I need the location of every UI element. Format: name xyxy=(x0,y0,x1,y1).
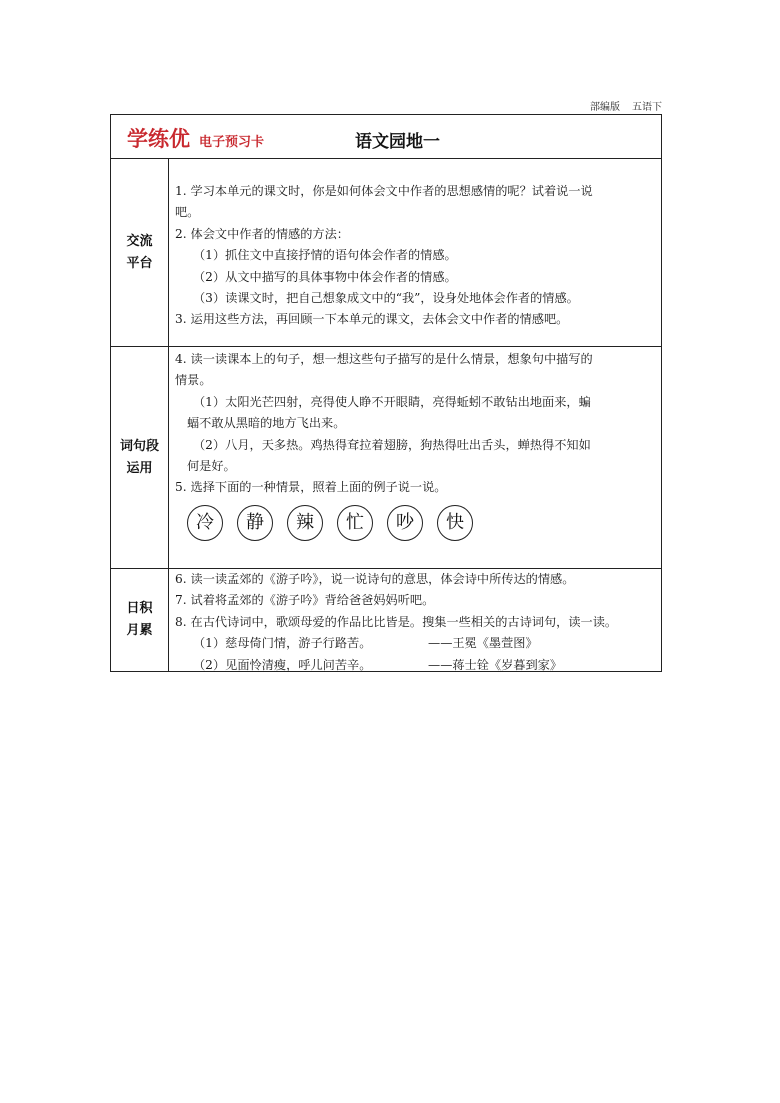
poem-source: ——蒋士铨《岁暮到家》 xyxy=(428,657,563,672)
grade-label: 五语下 xyxy=(632,102,662,113)
text-line: 情景。 xyxy=(175,373,212,388)
text-line: 4. 读一读课本上的句子，想一想这些句子描写的是什么情景，想象句中描写的 xyxy=(175,352,593,366)
text-line: 蝠不敢从黑暗的地方飞出来。 xyxy=(187,416,346,431)
card-header xyxy=(111,115,661,159)
text-line: （1）太阳光芒四射，亮得使人睁不开眼睛，亮得蚯蚓不敢钻出地面来，蝙 xyxy=(193,394,591,409)
section-accumulation xyxy=(111,569,661,671)
poem-row xyxy=(175,633,655,654)
section-content xyxy=(175,349,655,541)
text-line: （2）从文中描写的具体事物中体会作者的情感。 xyxy=(193,269,457,284)
section-sentence-use xyxy=(111,347,661,569)
text-line: 5. 选择下面的一种情景，照着上面的例子说一说。 xyxy=(175,480,447,495)
section-content xyxy=(175,181,655,331)
text-line: 3. 运用这些方法，再回顾一下本单元的课文，去体会文中作者的情感吧。 xyxy=(175,312,569,327)
section-label: 交流 平台 xyxy=(126,233,153,271)
scene-char-spicy: 辣 xyxy=(287,505,323,541)
edition-label: 部编版 xyxy=(590,102,620,113)
section-content xyxy=(175,569,655,676)
scene-char-happy: 快 xyxy=(437,505,473,541)
text-line: 6. 读一读孟郊的《游子吟》，说一说诗句的意思，体会诗中所传达的情感。 xyxy=(175,572,575,586)
poem-line: （2）见面怜清瘦，呼儿问苦辛。 xyxy=(193,657,372,672)
section-exchange xyxy=(111,159,661,347)
poem-line: （1）慈母倚门情，游子行路苦。 xyxy=(193,636,372,651)
text-line: （3）读课文时，把自己想象成文中的“我”，设身处地体会作者的情感。 xyxy=(193,291,579,306)
poem-source: ——王冕《墨萱图》 xyxy=(428,636,538,651)
page-title: 语文园地一 xyxy=(355,132,440,152)
section-label-cell xyxy=(111,569,169,671)
text-line: 7. 试着将孟郊的《游子吟》背给爸爸妈妈听吧。 xyxy=(175,593,435,608)
poem-row xyxy=(175,655,655,676)
edition-note xyxy=(590,98,662,113)
scene-char-cold: 冷 xyxy=(187,505,223,541)
preview-card xyxy=(110,114,662,672)
text-line: （2）八月，天多热。鸡热得耷拉着翅膀，狗热得吐出舌头，蝉热得不知如 xyxy=(193,437,591,452)
scene-char-quiet: 静 xyxy=(237,505,273,541)
scene-character-list xyxy=(175,505,655,541)
scene-char-noisy: 吵 xyxy=(387,505,423,541)
section-label-cell xyxy=(111,159,169,346)
section-label: 词句段 运用 xyxy=(119,438,159,476)
text-line: 吧。 xyxy=(175,205,200,220)
section-label-cell xyxy=(111,347,169,568)
text-line: 8. 在古代诗词中，歌颂母爱的作品比比皆是。搜集一些相关的古诗词句，读一读。 xyxy=(175,614,618,629)
section-label: 日积 月累 xyxy=(126,601,153,638)
brand-logo: 学练优 xyxy=(127,127,190,151)
text-line: （1）抓住文中直接抒情的语句体会作者的情感。 xyxy=(193,248,457,263)
text-line: 2. 体会文中作者的情感的方法： xyxy=(175,226,349,241)
scene-char-busy: 忙 xyxy=(337,505,373,541)
text-line: 何是好。 xyxy=(187,459,236,474)
text-line: 1. 学习本单元的课文时，你是如何体会文中作者的思想感情的呢？试着说一说 xyxy=(175,184,593,198)
card-subtitle: 电子预习卡 xyxy=(199,135,265,150)
